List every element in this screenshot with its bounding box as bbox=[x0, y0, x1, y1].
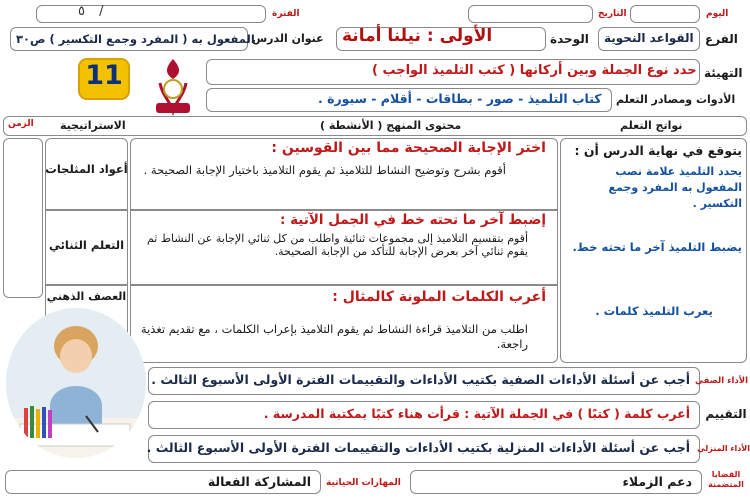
outcome-2: يضبط التلميذ آخر ما تحته خط. bbox=[572, 240, 742, 254]
activity-3-title: أعرب الكلمات الملونة كالمثال : bbox=[332, 289, 546, 305]
lesson-value: المفعول به ( المفرد وجمع التكسير ) ص٣٠ bbox=[16, 32, 255, 46]
period-box bbox=[36, 5, 266, 23]
lesson-label: عنوان الدرس bbox=[252, 32, 324, 45]
branch-value: القواعد النحوية bbox=[604, 31, 694, 45]
divider-3 bbox=[45, 209, 128, 211]
home-perf-text: أجب عن أسئلة الأداءات المنزلية بكتيب الأداءات والتقييمات الفترة الأولى الأسبوع الثالث . bbox=[146, 440, 690, 455]
time-column bbox=[3, 138, 43, 298]
activity-3-body: اطلب من التلاميذ قراءة النشاط ثم يقوم التلاميذ بإعراب الكلمات ، مع تقديم تغذية راجعة. bbox=[140, 322, 528, 351]
class-perf-text: أجب عن أسئلة الأداءات الصفية بكتيب الأداءات والتقييمات الفترة الأولى الأسبوع الثالث . bbox=[151, 372, 690, 387]
col-outcomes: نواتج التعلم bbox=[620, 119, 683, 132]
intro-text: حدد نوع الجملة وبين أركانها ( كتب التلميذ الواجب ) bbox=[372, 63, 697, 78]
page-number: ٥ / bbox=[78, 4, 104, 19]
skills-label: المهارات الحياتية bbox=[326, 478, 401, 488]
outcome-3: يعرب التلميذ كلمات . bbox=[595, 304, 713, 318]
skills-value: المشاركة الفعالة bbox=[207, 474, 311, 489]
intro-label: التهيئة bbox=[704, 66, 743, 80]
outcomes-intro: يتوقع في نهاية الدرس أن : bbox=[574, 143, 742, 158]
day-label: اليوم bbox=[706, 9, 729, 19]
issues-value: دعم الزملاء bbox=[622, 474, 692, 489]
activity-1-body: أقوم بشرح وتوضيح النشاط للتلاميذ ثم يقوم التلاميذ باختيار الإجابة الصحيحة . bbox=[143, 163, 506, 177]
activity-1-title: اختر الإجابة الصحيحة مما بين القوسين : bbox=[271, 140, 546, 156]
day-box bbox=[630, 5, 700, 23]
col-time: الزمن bbox=[8, 119, 34, 129]
divider-2 bbox=[130, 284, 558, 286]
col-content: محتوى المنهج ( الأنشطة ) bbox=[320, 119, 462, 132]
tools-label: الأدوات ومصادر التعلم bbox=[616, 93, 736, 106]
unit-label: الوحدة bbox=[550, 32, 589, 46]
date-label: التاريخ bbox=[598, 9, 627, 19]
eval-text: أعرب كلمة ( كتبًا ) في الجملة الآتية : قرأت هناء كتبًا بمكتبة المدرسة . bbox=[263, 406, 690, 421]
branch-label: الفرع bbox=[705, 32, 738, 46]
brand-logo bbox=[142, 55, 204, 117]
lesson-number: 11 bbox=[85, 60, 123, 91]
date-box bbox=[468, 5, 593, 23]
activity-2-strategy: التعلم الثنائي bbox=[48, 238, 125, 252]
tools-text: كتاب التلميذ - صور - بطاقات - أقلام - سبورة . bbox=[318, 91, 602, 106]
activity-2-body: أقوم بتقسيم التلاميذ إلى مجموعات ثنائية واطلب من كل ثنائي الإجابة عن النشاط ثم يقوم ثنائي آخر بعرض الإجابة للتأكد من الإجابة الصحيحة. bbox=[146, 232, 528, 258]
class-perf-label: الأداء الصفي bbox=[694, 376, 748, 386]
outcome-1: يحدد التلميذ علامة نصب المفعول به المفرد وجمع التكسير . bbox=[608, 165, 742, 210]
col-strategy: الاستراتيجية bbox=[60, 119, 126, 132]
period-label: الفترة bbox=[272, 9, 300, 19]
activity-1-strategy: أعواد المثلجات bbox=[45, 162, 128, 176]
divider-4 bbox=[45, 284, 128, 286]
home-perf-label: الأداء المنزلي bbox=[697, 444, 750, 453]
child-drawing-illustration bbox=[6, 308, 146, 458]
issues-label: القضايا المتضمنة bbox=[708, 470, 744, 489]
activity-3-strategy: العصف الذهني bbox=[46, 290, 127, 303]
unit-value: الأولى : نيلنا أمانة bbox=[342, 26, 493, 46]
divider-1 bbox=[130, 209, 558, 211]
eval-label: التقييم bbox=[705, 407, 747, 421]
activity-2-title: إضبط آخر ما تحته خط في الجمل الآتية : bbox=[280, 212, 546, 228]
